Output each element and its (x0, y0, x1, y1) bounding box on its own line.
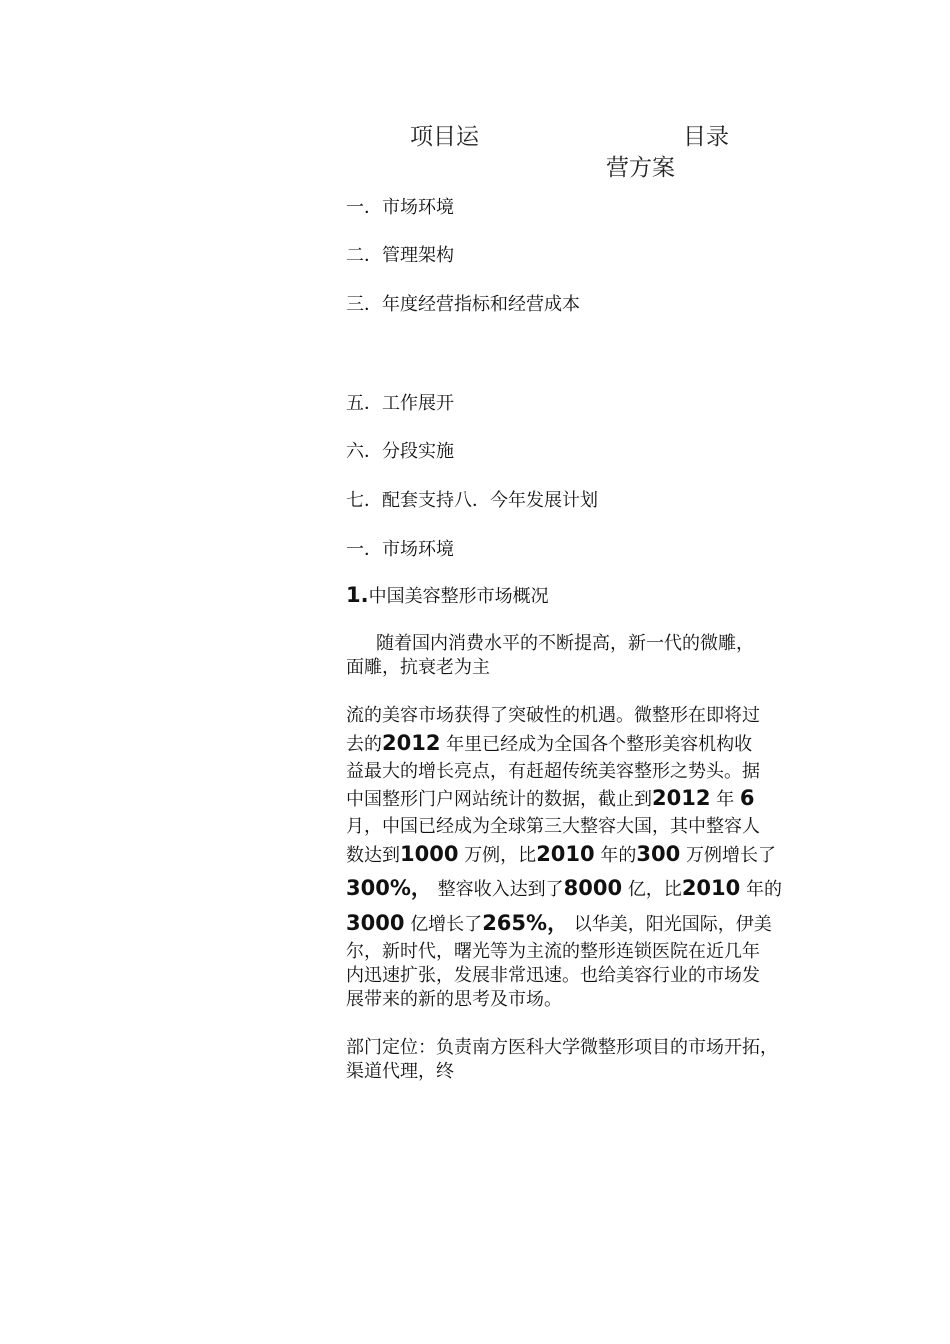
para2-line3: 益最大的增长亮点，有赶超传统美容整形之势头。据 (346, 761, 760, 782)
toc-item-5: 五．工作展开 (346, 393, 454, 414)
para1-line2: 面雕，抗衰老为主 (346, 657, 490, 678)
para2-line10: 内迅速扩张，发展非常迅速。也给美容行业的市场发 (346, 965, 760, 986)
title-left: 项目运 (410, 124, 479, 150)
para3-line2: 渠道代理，终 (346, 1061, 454, 1082)
toc-item-1: 一．市场环境 (346, 197, 454, 218)
title-right: 目录 (683, 124, 729, 150)
section-heading: 一．市场环境 (346, 539, 454, 560)
para2-line11: 展带来的新的思考及市场。 (346, 989, 562, 1010)
para1-line1: 随着国内消费水平的不断提高，新一代的微雕， (376, 633, 754, 654)
para2-line8: 3000 亿增长了265%， 以华美，阳光国际，伊美 (346, 911, 772, 935)
toc-item-2: 二．管理架构 (346, 245, 454, 266)
para2-line1: 流的美容市场获得了突破性的机遇。微整形在即将过 (346, 705, 760, 726)
para2-line5: 月，中国已经成为全球第三大整容大国，其中整容人 (346, 816, 760, 837)
para2-line2: 去的2012 年里已经成为全国各个整形美容机构收 (346, 731, 753, 755)
toc-item-7: 七．配套支持八．今年发展计划 (346, 490, 598, 511)
toc-item-3: 三．年度经营指标和经营成本 (346, 294, 580, 315)
subsection-number: 1. (346, 583, 369, 607)
para2-line9: 尔，新时代，曙光等为主流的整形连锁医院在近几年 (346, 941, 760, 962)
para2-line6: 数达到1000 万例，比2010 年的300 万例增长了 (346, 842, 776, 866)
subsection-heading (346, 582, 549, 608)
title-second-line: 营方案 (606, 155, 675, 181)
para2-line4: 中国整形门户网站统计的数据，截止到2012 年 6 (346, 786, 755, 810)
subsection-title: 中国美容整形市场概况 (368, 586, 549, 607)
toc-item-6: 六．分段实施 (346, 441, 454, 462)
para2-line7: 300%， 整容收入达到了8000 亿，比2010 年的 (346, 876, 782, 900)
para3-line1: 部门定位：负责南方医科大学微整形项目的市场开拓， (346, 1037, 778, 1058)
